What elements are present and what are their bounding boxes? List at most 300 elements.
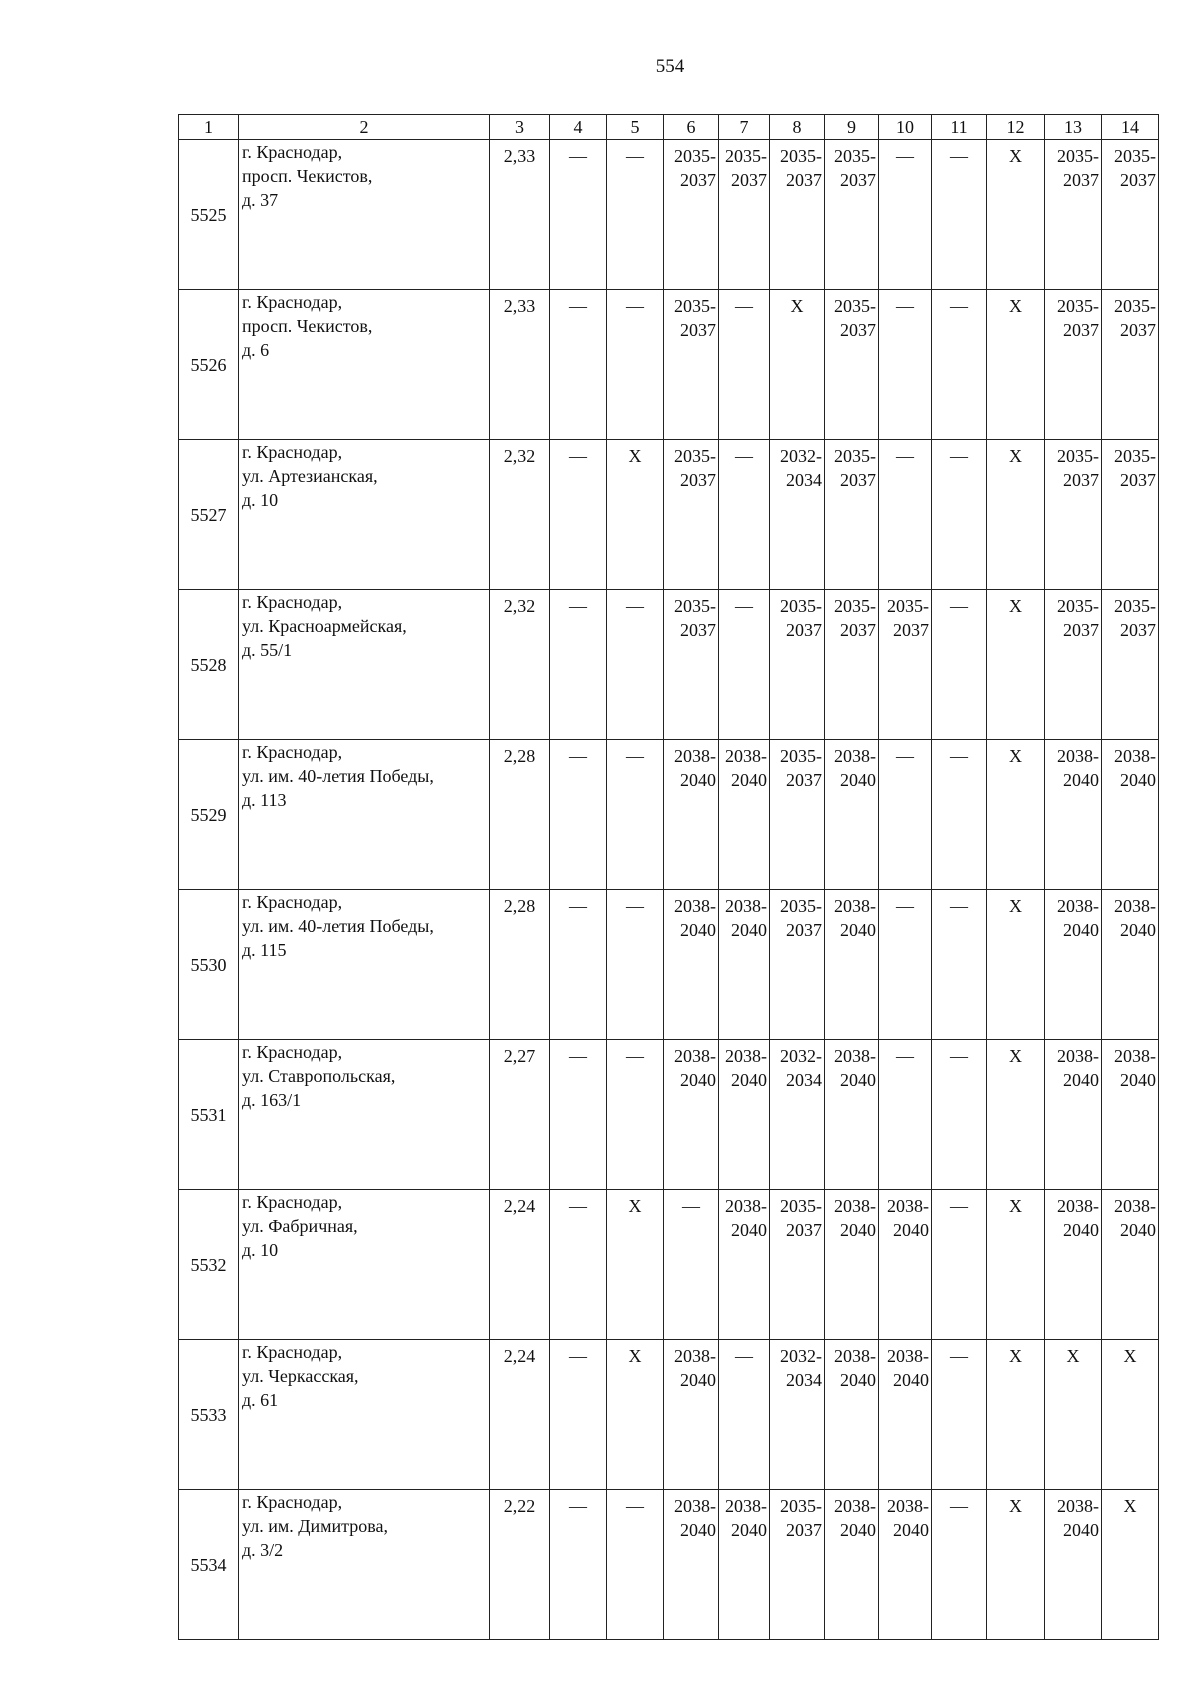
address-line: д. 3/2 [242, 1540, 284, 1560]
address-line: г. Краснодар, [242, 892, 343, 912]
year-part: 2032- [780, 446, 822, 466]
year-part: 2037 [1063, 620, 1099, 640]
year-range-cell [1045, 440, 1102, 590]
mark-cell: — [879, 440, 932, 590]
year-part: 2037 [731, 170, 767, 190]
mark-cell: — [550, 1490, 607, 1640]
address-line: ул. Фабричная, [242, 1216, 358, 1236]
year-part: 2040 [1063, 920, 1099, 940]
year-part: 2040 [1063, 1070, 1099, 1090]
year-part: 2037 [680, 170, 716, 190]
year-range-cell [719, 1040, 770, 1190]
year-range-cell [825, 1340, 879, 1490]
page-number: 554 [655, 56, 685, 77]
address-line: д. 163/1 [242, 1090, 302, 1110]
header-row [179, 115, 1159, 140]
mark-cell: Х [987, 440, 1045, 590]
mark-cell: — [932, 1040, 987, 1190]
column-header: 8 [770, 115, 825, 140]
year-part: 2035- [1057, 296, 1099, 316]
year-part: 2038- [887, 1496, 929, 1516]
year-range-cell [664, 1040, 719, 1190]
table-body [179, 140, 1159, 1640]
year-part: 2037 [1120, 620, 1156, 640]
year-part: 2040 [840, 1220, 876, 1240]
address-cell [239, 890, 490, 1040]
mark-cell: — [879, 290, 932, 440]
year-part: 2040 [840, 1370, 876, 1390]
address-cell [239, 1490, 490, 1640]
year-part: 2035- [1114, 146, 1156, 166]
address-line: ул. им. 40-летия Победы, [242, 916, 434, 936]
mark-cell: — [932, 290, 987, 440]
year-part: 2040 [680, 920, 716, 940]
year-range-cell [825, 290, 879, 440]
mark-cell: — [607, 740, 664, 890]
year-part: 2035- [1057, 146, 1099, 166]
year-part: 2035- [674, 146, 716, 166]
table-row [179, 740, 1159, 890]
year-part: 2040 [840, 920, 876, 940]
address-line: г. Краснодар, [242, 1342, 343, 1362]
year-part: 2040 [1120, 1070, 1156, 1090]
mark-cell: — [932, 1190, 987, 1340]
column-header: 11 [932, 115, 987, 140]
mark-cell: — [607, 590, 664, 740]
year-part: 2038- [674, 1046, 716, 1066]
year-part: 2040 [1063, 1520, 1099, 1540]
address-line: г. Краснодар, [242, 442, 343, 462]
value-cell: 2,24 [490, 1190, 550, 1340]
address-line: д. 55/1 [242, 640, 293, 660]
year-range-cell [1045, 740, 1102, 890]
year-part: 2035- [725, 146, 767, 166]
year-part: 2040 [680, 1520, 716, 1540]
year-part: 2038- [725, 1196, 767, 1216]
year-part: 2038- [674, 1496, 716, 1516]
year-range-cell [825, 890, 879, 1040]
year-range-cell [1102, 590, 1159, 740]
year-part: 2040 [840, 1070, 876, 1090]
mark-cell: Х [987, 1490, 1045, 1640]
year-range-cell [1102, 1190, 1159, 1340]
value-cell: 2,32 [490, 590, 550, 740]
value-cell: 2,27 [490, 1040, 550, 1190]
row-number: 5529 [179, 740, 239, 890]
address-line: г. Краснодар, [242, 1492, 343, 1512]
mark-cell: — [550, 740, 607, 890]
year-part: 2038- [834, 1496, 876, 1516]
mark-cell: Х [987, 1040, 1045, 1190]
year-part: 2038- [834, 1346, 876, 1366]
year-range-cell [1102, 1040, 1159, 1190]
table-row [179, 1490, 1159, 1640]
address-line: просп. Чекистов, [242, 316, 373, 336]
year-part: 2037 [1063, 170, 1099, 190]
year-part: 2037 [786, 1520, 822, 1540]
year-part: 2034 [786, 470, 822, 490]
mark-cell: — [932, 740, 987, 890]
year-range-cell [825, 590, 879, 740]
address-cell [239, 440, 490, 590]
address-line: г. Краснодар, [242, 1042, 343, 1062]
year-range-cell [825, 140, 879, 290]
year-part: 2035- [674, 446, 716, 466]
year-part: 2038- [834, 1046, 876, 1066]
year-range-cell [1102, 140, 1159, 290]
table-row [179, 290, 1159, 440]
mark-cell: — [550, 1190, 607, 1340]
year-range-cell [1102, 740, 1159, 890]
year-part: 2037 [1120, 320, 1156, 340]
year-part: 2037 [893, 620, 929, 640]
mark-cell: Х [607, 440, 664, 590]
year-range-cell [770, 740, 825, 890]
address-line: ул. им. 40-летия Победы, [242, 766, 434, 786]
mark-cell: — [607, 890, 664, 1040]
row-number: 5533 [179, 1340, 239, 1490]
mark-cell: — [550, 1340, 607, 1490]
mark-cell: Х [987, 590, 1045, 740]
address-cell [239, 1340, 490, 1490]
year-part: 2035- [780, 1196, 822, 1216]
year-part: 2038- [725, 1496, 767, 1516]
year-part: 2037 [1120, 470, 1156, 490]
year-part: 2037 [786, 1220, 822, 1240]
year-part: 2038- [887, 1346, 929, 1366]
mark-cell: Х [1102, 1340, 1159, 1490]
table-row [179, 440, 1159, 590]
address-line: г. Краснодар, [242, 292, 343, 312]
mark-cell: Х [987, 1340, 1045, 1490]
column-header: 5 [607, 115, 664, 140]
row-number: 5530 [179, 890, 239, 1040]
year-part: 2037 [786, 920, 822, 940]
table-row [179, 1190, 1159, 1340]
year-part: 2037 [1063, 470, 1099, 490]
year-part: 2038- [1057, 896, 1099, 916]
row-number: 5527 [179, 440, 239, 590]
year-part: 2040 [1063, 1220, 1099, 1240]
year-range-cell [719, 140, 770, 290]
year-part: 2040 [893, 1220, 929, 1240]
column-header: 10 [879, 115, 932, 140]
mark-cell: — [664, 1190, 719, 1340]
year-part: 2035- [1114, 596, 1156, 616]
year-range-cell [664, 440, 719, 590]
mark-cell: Х [770, 290, 825, 440]
year-part: 2040 [680, 1370, 716, 1390]
year-part: 2035- [1057, 446, 1099, 466]
year-part: 2038- [1114, 746, 1156, 766]
year-part: 2040 [1120, 770, 1156, 790]
year-part: 2040 [731, 920, 767, 940]
year-range-cell [770, 140, 825, 290]
year-part: 2034 [786, 1370, 822, 1390]
year-part: 2038- [1057, 1496, 1099, 1516]
year-part: 2034 [786, 1070, 822, 1090]
mark-cell: — [719, 590, 770, 740]
column-header: 7 [719, 115, 770, 140]
year-range-cell [770, 590, 825, 740]
value-cell: 2,28 [490, 740, 550, 890]
year-part: 2040 [893, 1370, 929, 1390]
year-part: 2040 [731, 1520, 767, 1540]
address-cell [239, 590, 490, 740]
year-part: 2037 [680, 620, 716, 640]
mark-cell: — [932, 590, 987, 740]
year-range-cell [664, 1340, 719, 1490]
year-range-cell [1102, 890, 1159, 1040]
year-part: 2035- [834, 596, 876, 616]
address-line: г. Краснодар, [242, 1192, 343, 1212]
address-line: ул. Ставропольская, [242, 1066, 396, 1086]
address-line: д. 10 [242, 1240, 279, 1260]
mark-cell: — [607, 1040, 664, 1190]
year-part: 2037 [680, 470, 716, 490]
mark-cell: — [719, 440, 770, 590]
mark-cell: Х [1102, 1490, 1159, 1640]
year-part: 2035- [834, 446, 876, 466]
year-range-cell [1045, 1040, 1102, 1190]
year-range-cell [770, 1190, 825, 1340]
year-part: 2037 [840, 470, 876, 490]
year-part: 2037 [786, 770, 822, 790]
address-line: ул. Красноармейская, [242, 616, 407, 636]
year-part: 2040 [1120, 920, 1156, 940]
mark-cell: — [550, 140, 607, 290]
address-cell [239, 1190, 490, 1340]
mark-cell: — [550, 440, 607, 590]
year-part: 2037 [840, 320, 876, 340]
mark-cell: — [879, 140, 932, 290]
year-range-cell [770, 1340, 825, 1490]
table-row [179, 590, 1159, 740]
year-part: 2040 [680, 770, 716, 790]
mark-cell: — [550, 890, 607, 1040]
value-cell: 2,22 [490, 1490, 550, 1640]
year-range-cell [879, 1340, 932, 1490]
year-part: 2035- [1114, 296, 1156, 316]
year-part: 2040 [893, 1520, 929, 1540]
row-number: 5534 [179, 1490, 239, 1640]
column-header: 4 [550, 115, 607, 140]
table-row [179, 140, 1159, 290]
column-header: 9 [825, 115, 879, 140]
year-part: 2038- [725, 896, 767, 916]
mark-cell: Х [987, 140, 1045, 290]
address-cell [239, 140, 490, 290]
year-range-cell [1045, 890, 1102, 1040]
mark-cell: — [932, 890, 987, 1040]
year-range-cell [770, 890, 825, 1040]
mark-cell: — [879, 740, 932, 890]
year-range-cell [1045, 290, 1102, 440]
year-part: 2035- [887, 596, 929, 616]
address-line: д. 37 [242, 190, 279, 210]
year-part: 2038- [725, 1046, 767, 1066]
year-range-cell [664, 290, 719, 440]
year-range-cell [719, 890, 770, 1040]
value-cell: 2,33 [490, 290, 550, 440]
mark-cell: — [550, 1040, 607, 1190]
mark-cell: — [719, 1340, 770, 1490]
mark-cell: — [550, 290, 607, 440]
year-range-cell [879, 1490, 932, 1640]
year-range-cell [664, 890, 719, 1040]
year-range-cell [1102, 440, 1159, 590]
mark-cell: — [879, 1040, 932, 1190]
year-part: 2038- [1114, 1196, 1156, 1216]
address-line: д. 61 [242, 1390, 279, 1410]
mark-cell: Х [607, 1190, 664, 1340]
year-range-cell [825, 1190, 879, 1340]
address-line: ул. Артезианская, [242, 466, 378, 486]
address-line: д. 10 [242, 490, 279, 510]
year-part: 2035- [780, 896, 822, 916]
year-range-cell [664, 740, 719, 890]
column-header: 2 [239, 115, 490, 140]
mark-cell: Х [987, 890, 1045, 1040]
year-part: 2038- [834, 1196, 876, 1216]
year-range-cell [825, 740, 879, 890]
year-part: 2040 [731, 1070, 767, 1090]
year-part: 2035- [1057, 596, 1099, 616]
year-range-cell [825, 1490, 879, 1640]
year-part: 2037 [840, 170, 876, 190]
column-header: 13 [1045, 115, 1102, 140]
year-range-cell [664, 140, 719, 290]
year-part: 2035- [780, 746, 822, 766]
year-range-cell [770, 440, 825, 590]
year-part: 2032- [780, 1046, 822, 1066]
year-part: 2038- [674, 1346, 716, 1366]
year-part: 2038- [834, 896, 876, 916]
table-row [179, 890, 1159, 1040]
year-part: 2038- [1057, 1046, 1099, 1066]
year-part: 2035- [1114, 446, 1156, 466]
mark-cell: — [719, 290, 770, 440]
year-part: 2038- [887, 1196, 929, 1216]
year-part: 2040 [1063, 770, 1099, 790]
year-range-cell [719, 1490, 770, 1640]
year-part: 2040 [840, 1520, 876, 1540]
year-part: 2037 [840, 620, 876, 640]
year-range-cell [879, 590, 932, 740]
year-range-cell [1045, 140, 1102, 290]
address-line: ул. им. Димитрова, [242, 1516, 388, 1536]
registry-table [178, 114, 1159, 1640]
year-part: 2038- [674, 746, 716, 766]
year-range-cell [719, 740, 770, 890]
year-part: 2035- [674, 596, 716, 616]
year-part: 2035- [780, 146, 822, 166]
address-line: ул. Черкасская, [242, 1366, 359, 1386]
year-part: 2040 [731, 770, 767, 790]
row-number: 5532 [179, 1190, 239, 1340]
year-part: 2035- [834, 146, 876, 166]
mark-cell: Х [607, 1340, 664, 1490]
mark-cell: — [607, 1490, 664, 1640]
address-line: д. 113 [242, 790, 287, 810]
year-part: 2037 [786, 620, 822, 640]
year-part: 2035- [780, 596, 822, 616]
mark-cell: Х [1045, 1340, 1102, 1490]
year-part: 2038- [674, 896, 716, 916]
address-cell [239, 1040, 490, 1190]
year-part: 2038- [1057, 746, 1099, 766]
year-range-cell [1102, 290, 1159, 440]
year-part: 2040 [840, 770, 876, 790]
mark-cell: — [932, 1490, 987, 1640]
address-line: г. Краснодар, [242, 592, 343, 612]
value-cell: 2,24 [490, 1340, 550, 1490]
table-row [179, 1340, 1159, 1490]
year-part: 2038- [834, 746, 876, 766]
year-range-cell [825, 440, 879, 590]
mark-cell: — [879, 890, 932, 1040]
address-line: д. 6 [242, 340, 270, 360]
row-number: 5531 [179, 1040, 239, 1190]
column-header: 14 [1102, 115, 1159, 140]
value-cell: 2,33 [490, 140, 550, 290]
year-part: 2038- [1114, 1046, 1156, 1066]
year-part: 2040 [1120, 1220, 1156, 1240]
year-range-cell [879, 1190, 932, 1340]
value-cell: 2,32 [490, 440, 550, 590]
year-range-cell [1045, 1190, 1102, 1340]
year-range-cell [1045, 1490, 1102, 1640]
year-range-cell [770, 1040, 825, 1190]
column-header: 6 [664, 115, 719, 140]
address-line: просп. Чекистов, [242, 166, 373, 186]
year-part: 2040 [680, 1070, 716, 1090]
year-range-cell [825, 1040, 879, 1190]
address-cell [239, 740, 490, 890]
row-number: 5525 [179, 140, 239, 290]
address-line: г. Краснодар, [242, 742, 343, 762]
year-part: 2035- [674, 296, 716, 316]
table-row [179, 1040, 1159, 1190]
row-number: 5526 [179, 290, 239, 440]
year-part: 2032- [780, 1346, 822, 1366]
year-part: 2035- [780, 1496, 822, 1516]
year-range-cell [664, 1490, 719, 1640]
row-number: 5528 [179, 590, 239, 740]
year-part: 2037 [786, 170, 822, 190]
address-line: д. 115 [242, 940, 287, 960]
column-header: 1 [179, 115, 239, 140]
mark-cell: — [607, 290, 664, 440]
year-part: 2038- [725, 746, 767, 766]
mark-cell: — [607, 140, 664, 290]
year-range-cell [719, 1190, 770, 1340]
year-part: 2038- [1114, 896, 1156, 916]
mark-cell: — [550, 590, 607, 740]
address-line: г. Краснодар, [242, 142, 343, 162]
mark-cell: Х [987, 290, 1045, 440]
column-header: 3 [490, 115, 550, 140]
value-cell: 2,28 [490, 890, 550, 1040]
year-range-cell [770, 1490, 825, 1640]
year-part: 2038- [1057, 1196, 1099, 1216]
column-header: 12 [987, 115, 1045, 140]
year-range-cell [1045, 590, 1102, 740]
mark-cell: — [932, 140, 987, 290]
year-part: 2037 [1120, 170, 1156, 190]
year-part: 2040 [731, 1220, 767, 1240]
mark-cell: — [932, 1340, 987, 1490]
